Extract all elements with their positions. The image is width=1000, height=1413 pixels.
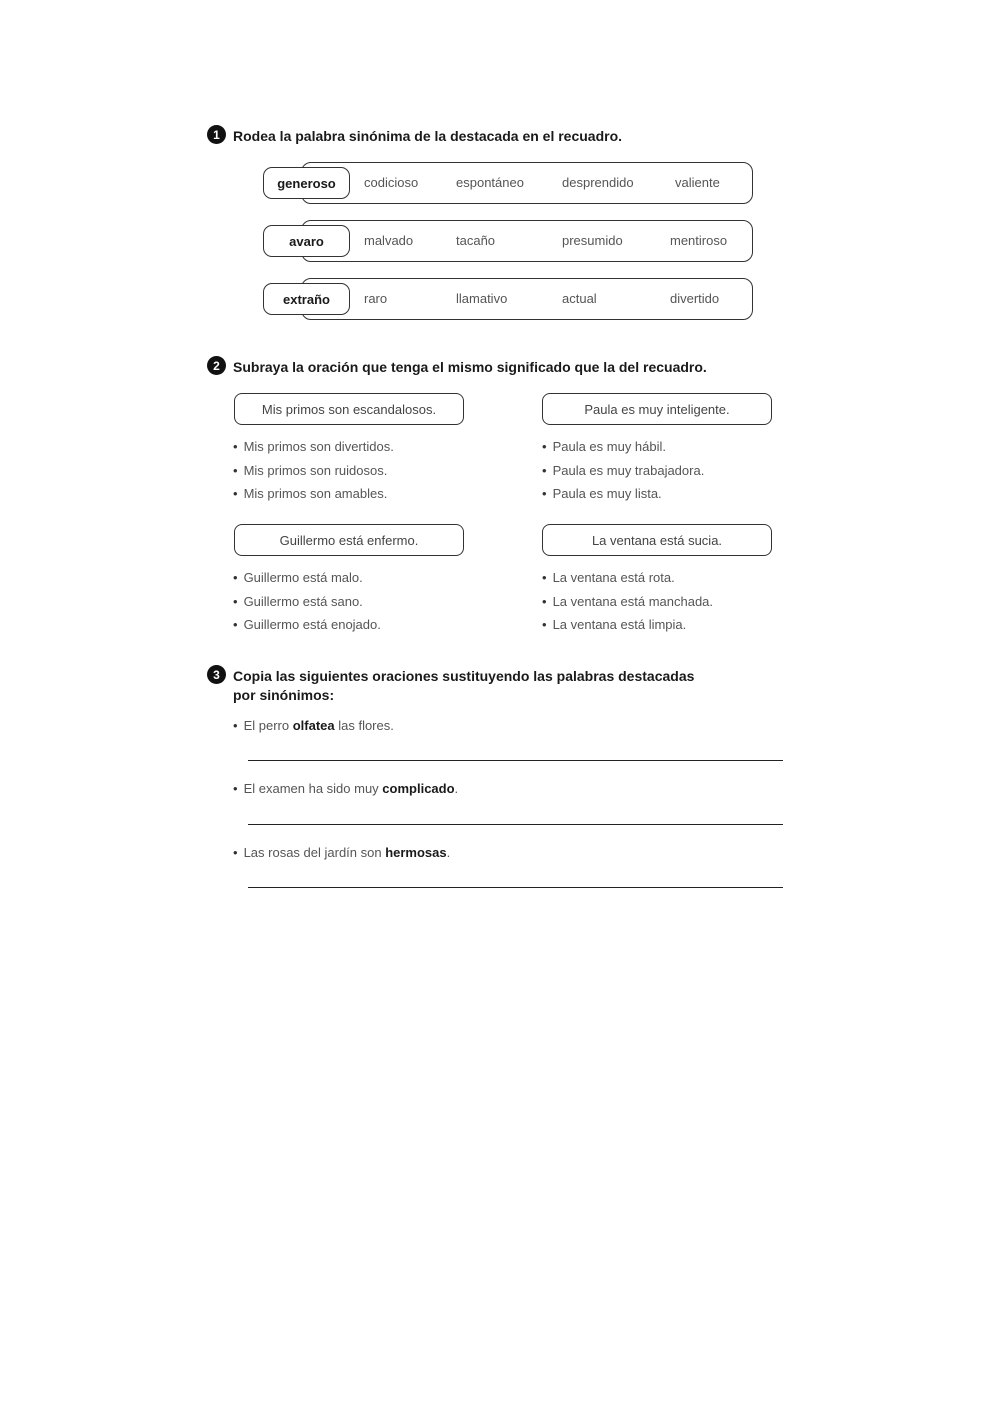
sentence-item <box>233 718 394 733</box>
exercise-1-instruction: Rodea la palabra sinónima de la destacada en el recuadro. <box>233 128 623 144</box>
sentence-box: Guillermo está enfermo. <box>234 524 464 556</box>
sentence-text-after: . <box>446 845 451 860</box>
option-word[interactable]: llamativo <box>456 291 508 306</box>
choice-item[interactable] <box>542 459 704 483</box>
choice-text: Mis primos son divertidos. <box>243 439 394 454</box>
exercise-1-number: 1 <box>207 125 226 144</box>
exercise-3-instruction-line2: por sinónimos: <box>233 687 335 703</box>
sentence-text-before: El examen ha sido muy <box>243 781 383 796</box>
synonym-row <box>263 278 753 320</box>
choice-item[interactable] <box>233 482 394 506</box>
exercise-3-header <box>207 667 694 705</box>
exercise-2-instruction: Subraya la oración que tenga el mismo significado que la del recuadro. <box>233 359 707 375</box>
sentence-text-after: las flores. <box>334 718 394 733</box>
choice-item[interactable] <box>233 566 381 590</box>
key-word: generoso <box>263 167 350 199</box>
sentence-item <box>233 781 458 796</box>
choice-item[interactable] <box>233 590 381 614</box>
bullet: • <box>542 462 547 478</box>
highlighted-word: olfatea <box>292 718 335 733</box>
option-word[interactable]: malvado <box>364 233 414 248</box>
option-word[interactable]: espontáneo <box>456 175 524 190</box>
option-word[interactable]: desprendido <box>562 175 634 190</box>
choice-list <box>233 435 394 506</box>
bullet: • <box>542 570 547 585</box>
option-word[interactable]: presumido <box>562 233 623 248</box>
choice-text: Guillermo está malo. <box>243 570 363 585</box>
key-word: extraño <box>263 283 350 315</box>
bullet: • <box>542 593 547 609</box>
bullet: • <box>233 570 238 585</box>
choice-text: Paula es muy lista. <box>552 486 662 501</box>
choice-text: La ventana está rota. <box>552 570 675 585</box>
choice-item[interactable] <box>542 435 704 459</box>
choice-text: La ventana está manchada. <box>552 593 714 609</box>
bullet: • <box>233 617 238 632</box>
choice-item[interactable] <box>233 613 381 637</box>
option-word[interactable]: actual <box>562 291 597 306</box>
bullet: • <box>233 486 238 501</box>
option-word[interactable]: divertido <box>670 291 720 306</box>
choice-text: Mis primos son ruidosos. <box>243 462 388 478</box>
bullet: • <box>542 486 547 501</box>
choice-text: Paula es muy trabajadora. <box>552 462 705 478</box>
option-word[interactable]: codicioso <box>364 175 419 190</box>
key-word: avaro <box>263 225 350 257</box>
bullet: • <box>233 781 238 796</box>
option-word[interactable]: valiente <box>675 175 720 190</box>
exercise-3-number: 3 <box>207 665 226 684</box>
exercise-1-header <box>207 127 622 146</box>
choice-item[interactable] <box>233 435 394 459</box>
sentence-box: Paula es muy inteligente. <box>542 393 772 425</box>
bullet: • <box>233 845 238 860</box>
choice-text: Guillermo está sano. <box>243 593 363 609</box>
option-word[interactable]: raro <box>364 291 388 306</box>
sentence-text-before: Las rosas del jardín son <box>243 845 386 860</box>
choice-item[interactable] <box>542 482 704 506</box>
sentence-text-before: El perro <box>243 718 293 733</box>
bullet: • <box>542 617 547 632</box>
answer-line[interactable] <box>248 824 783 825</box>
answer-line[interactable] <box>248 760 783 761</box>
choice-text: Paula es muy hábil. <box>552 439 667 454</box>
sentence-text-after: . <box>454 781 459 796</box>
sentence-box: Mis primos son escandalosos. <box>234 393 464 425</box>
synonym-row <box>263 162 753 204</box>
choice-list <box>542 435 704 506</box>
choice-text: Guillermo está enojado. <box>243 617 381 632</box>
exercise-2-number: 2 <box>207 356 226 375</box>
bullet: • <box>233 462 238 478</box>
choice-item[interactable] <box>542 590 713 614</box>
answer-line[interactable] <box>248 887 783 888</box>
choice-item[interactable] <box>542 566 713 590</box>
exercise-3-instruction-line1: Copia las siguientes oraciones sustituyendo las palabras destacadas <box>233 668 695 684</box>
sentence-item <box>233 845 450 860</box>
exercise-2-header <box>207 358 707 377</box>
choice-item[interactable] <box>542 613 713 637</box>
choice-text: Mis primos son amables. <box>243 486 388 501</box>
choice-list <box>542 566 713 637</box>
option-word[interactable]: tacaño <box>456 233 496 248</box>
bullet: • <box>233 593 238 609</box>
bullet: • <box>233 439 238 454</box>
exercise-3-instruction <box>233 667 694 705</box>
bullet: • <box>542 439 547 454</box>
sentence-box: La ventana está sucia. <box>542 524 772 556</box>
choice-text: La ventana está limpia. <box>552 617 687 632</box>
bullet: • <box>233 718 238 733</box>
choice-item[interactable] <box>233 459 394 483</box>
highlighted-word: complicado <box>382 781 455 796</box>
choice-list <box>233 566 381 637</box>
option-word[interactable]: mentiroso <box>670 233 728 248</box>
highlighted-word: hermosas <box>385 845 447 860</box>
synonym-row <box>263 220 753 262</box>
